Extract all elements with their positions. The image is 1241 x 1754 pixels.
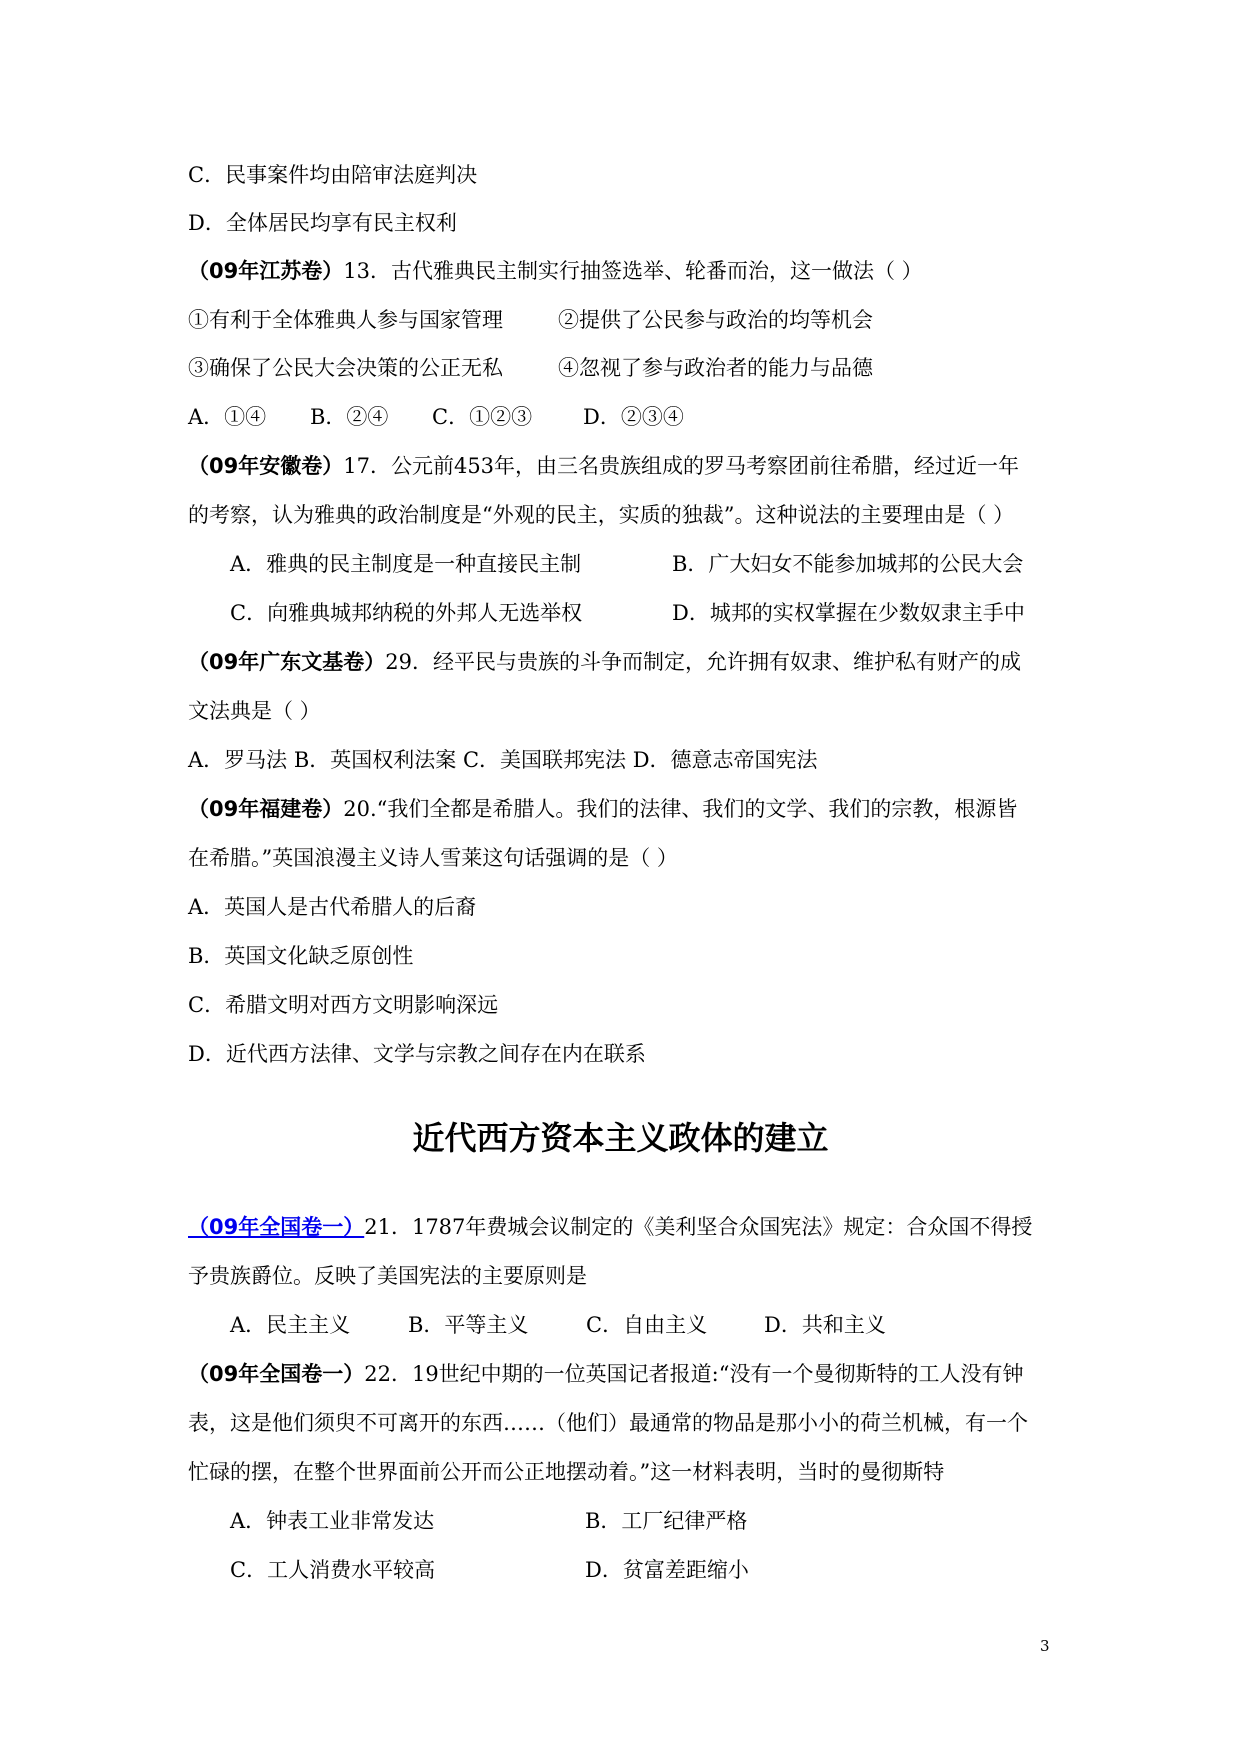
- option-c-line: C．民事案件均由陪审法庭判决: [188, 163, 478, 187]
- question-20: [188, 795, 1068, 823]
- option-d: D．共和主义: [764, 1313, 886, 1337]
- option-d-line: D．全体居民均享有民主权利: [188, 211, 457, 235]
- option-a: A．①④: [188, 405, 267, 429]
- question-text: 22．19世纪中期的一位英国记者报道:“没有一个曼彻斯特的工人没有钟: [364, 1362, 1024, 1386]
- question-21: [188, 1213, 1068, 1241]
- question-13: [188, 257, 1068, 285]
- option-c: C．①②③: [432, 405, 533, 429]
- option-a: A．民主主义: [230, 1313, 351, 1337]
- question-29: [188, 648, 1068, 676]
- option-d: D．城邦的实权掌握在少数奴隶主手中: [672, 601, 1025, 625]
- option-c: C．工人消费水平较高: [230, 1558, 436, 1582]
- option-a-line: A．英国人是古代希腊人的后裔: [188, 895, 477, 919]
- question-text: 29．经平民与贵族的斗争而制定，允许拥有奴隶、维护私有财产的成: [385, 650, 1021, 674]
- question-text: 20.“我们全都是希腊人。我们的法律、我们的文学、我们的宗教，根源皆: [343, 797, 1018, 821]
- source-label: （09年安徽卷）: [188, 454, 344, 478]
- option-b-line: B．英国文化缺乏原创性: [188, 944, 414, 968]
- question-17: [188, 452, 1068, 480]
- option-b: B．广大妇女不能参加城邦的公民大会: [672, 552, 1024, 576]
- question-text-continued: 予贵族爵位。反映了美国宪法的主要原则是: [188, 1264, 587, 1288]
- option-d: D．贫富差距缩小: [585, 1558, 749, 1582]
- question-text-continued: 的考察，认为雅典的政治制度是“外观的民主，实质的独裁”。这种说法的主要理由是（ ）: [188, 503, 1015, 527]
- source-label: （09年江苏卷）: [188, 259, 344, 283]
- statement-4: ④忽视了参与政治者的能力与品德: [558, 356, 873, 380]
- statement-1: ①有利于全体雅典人参与国家管理: [188, 308, 503, 332]
- source-label: （09年广东文基卷）: [188, 650, 386, 674]
- question-text-continued: 忙碌的摆，在整个世界面前公开而公正地摆动着。”这一材料表明，当时的曼彻斯特: [188, 1460, 945, 1484]
- option-d-line: D．近代西方法律、文学与宗教之间存在内在联系: [188, 1042, 646, 1066]
- option-a: A．雅典的民主制度是一种直接民主制: [230, 552, 582, 576]
- source-label: （09年福建卷）: [188, 797, 344, 821]
- section-title: 近代西方资本主义政体的建立: [412, 1119, 829, 1157]
- page-number: 3: [1040, 1637, 1050, 1655]
- question-text: 21．1787年费城会议制定的《美利坚合众国宪法》规定：合众国不得授: [364, 1215, 1033, 1239]
- question-text-continued: 在希腊。”英国浪漫主义诗人雪莱这句话强调的是（ ）: [188, 846, 678, 870]
- question-text: 13．古代雅典民主制实行抽签选举、轮番而治，这一做法（ ）: [343, 259, 923, 283]
- option-d: D．②③④: [583, 405, 684, 429]
- question-22: [188, 1360, 1068, 1388]
- source-link[interactable]: （09年全国卷一）: [188, 1215, 365, 1239]
- option-c: C．向雅典城邦纳税的外邦人无选举权: [230, 601, 583, 625]
- statement-2: ②提供了公民参与政治的均等机会: [558, 308, 873, 332]
- option-a: A．钟表工业非常发达: [230, 1509, 435, 1533]
- option-b: B．工厂纪律严格: [585, 1509, 748, 1533]
- option-c: C．自由主义: [586, 1313, 708, 1337]
- question-text-continued: 文法典是（ ）: [188, 699, 321, 723]
- statement-3: ③确保了公民大会决策的公正无私: [188, 356, 503, 380]
- option-b: B．平等主义: [408, 1313, 529, 1337]
- option-b: B．②④: [310, 405, 389, 429]
- source-label: （09年全国卷一）: [188, 1362, 365, 1386]
- question-text: 17．公元前453年，由三名贵族组成的罗马考察团前往希腊，经过近一年: [343, 454, 1020, 478]
- question-text-continued: 表，这是他们须臾不可离开的东西……（他们）最通常的物品是那小小的荷兰机械，有一个: [188, 1411, 1028, 1435]
- option-c-line: C．希腊文明对西方文明影响深远: [188, 993, 499, 1017]
- options-row: A．罗马法 B．英国权利法案 C．美国联邦宪法 D．德意志帝国宪法: [188, 748, 818, 772]
